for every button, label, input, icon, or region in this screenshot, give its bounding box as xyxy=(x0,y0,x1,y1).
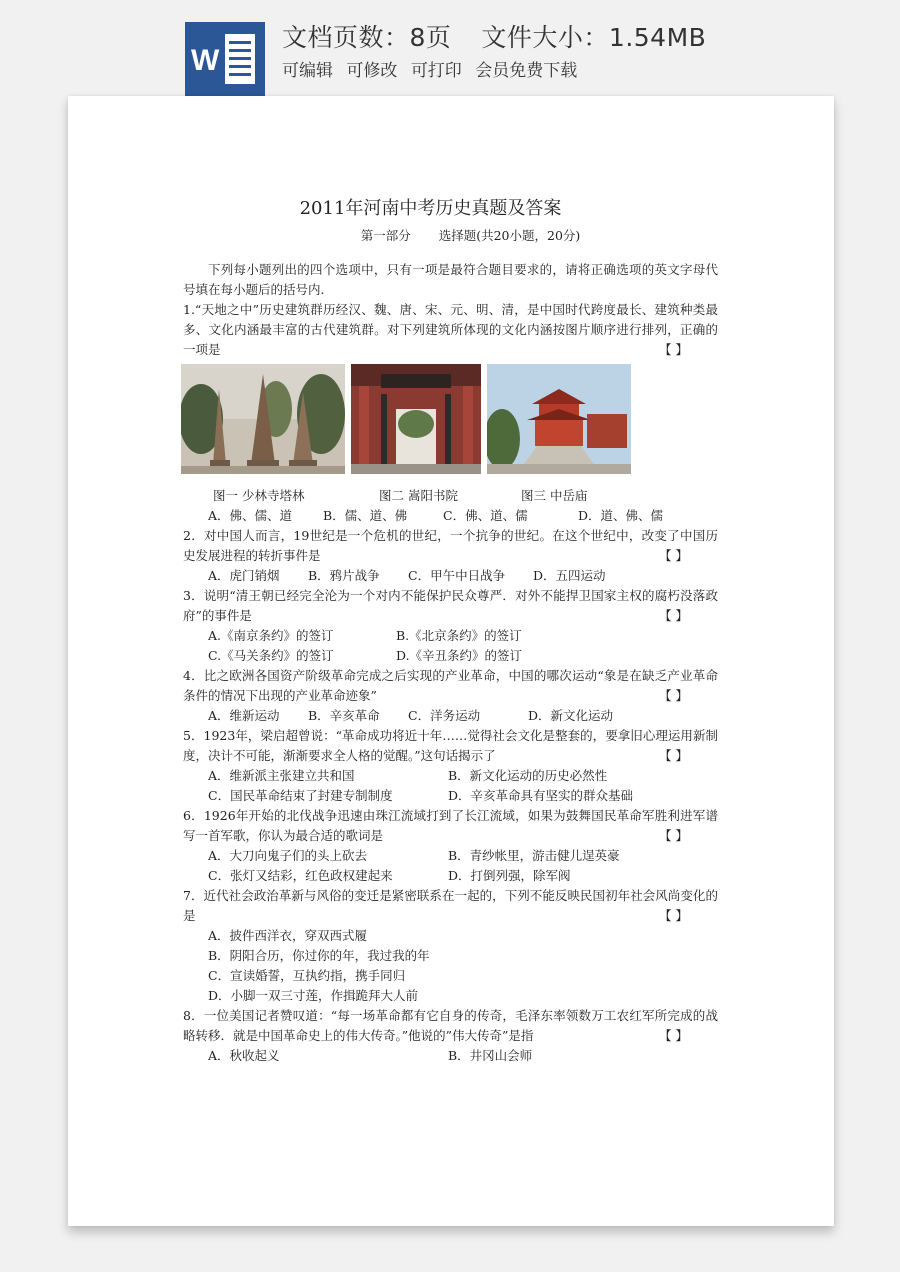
feature-editable: 可编辑 xyxy=(282,61,333,81)
q2-options xyxy=(183,566,718,586)
file-size: 文件大小：1.54MB xyxy=(481,23,707,52)
doc-meta xyxy=(282,18,706,54)
option-d: D．辛亥革命具有坚实的群众基础 xyxy=(448,788,634,803)
feature-printable: 可打印 xyxy=(410,61,462,81)
option-a: A.《南京条约》的签订 xyxy=(208,628,334,643)
q4-options xyxy=(183,706,718,726)
question-6: 6．1926年开始的北伐战争迅速由珠江流域打到了长江流域，如果为鼓舞国民革命军胜利进军谱写一首军歌，你认为最合适的歌词是 【 】 xyxy=(183,806,718,846)
question-8: 8．一位美国记者赞叹道：“每一场革命都有它自身的传奇，毛泽东率领数万工农红军所完成的战略转移．就是中国革命史上的伟大传奇。”他说的”伟大传奇”是指 【 】 xyxy=(183,1006,718,1046)
answer-bracket: 【 】 xyxy=(659,688,688,703)
option-b: B．新文化运动的历史必然性 xyxy=(448,768,608,783)
option-d: D.《辛丑条约》的签订 xyxy=(396,648,523,663)
page-count: 文档页数：8页 xyxy=(282,23,452,52)
caption-1: 图一 少林寺塔林 xyxy=(213,488,305,503)
feature-free-download: 会员免费下载 xyxy=(475,61,578,81)
download-banner xyxy=(0,0,900,100)
shaolin-pagoda-photo xyxy=(181,364,345,474)
answer-bracket: 【 】 xyxy=(659,608,688,623)
q5-options-row1 xyxy=(183,766,718,786)
option-c: C.《马关条约》的签订 xyxy=(208,648,334,663)
document-page xyxy=(68,96,834,1226)
option-a: A．披件西洋衣，穿双西式履 xyxy=(208,928,368,943)
option-a: A．秋收起义 xyxy=(208,1048,280,1063)
instruction-text: 下列每小题列出的四个选项中，只有一项是最符合题目要求的，请将正确选项的英文字母代号填在每小题后的括号内. xyxy=(183,262,718,297)
caption-2: 图二 嵩阳书院 xyxy=(379,488,458,503)
q5-options-row2 xyxy=(183,786,718,806)
answer-bracket: 【 】 xyxy=(659,548,688,563)
photo-captions xyxy=(183,486,718,506)
answer-bracket: 【 】 xyxy=(659,748,688,763)
feature-list xyxy=(282,56,577,81)
q8-options xyxy=(183,1046,718,1066)
option-b: B．辛亥革命 xyxy=(308,708,380,723)
option-b: B．鸦片战争 xyxy=(308,568,380,583)
option-d: D．道、佛、儒 xyxy=(578,508,664,523)
word-document-icon xyxy=(185,22,265,96)
option-d: D．打倒列强，除军阀 xyxy=(448,868,571,883)
question-5: 5．1923年，梁启超曾说：“革命成功将近十年……觉得社会文化是整套的，要拿旧心理运用新制度，决计不可能，渐渐要求全人格的觉醒。”这句话揭示了 【 】 xyxy=(183,726,718,766)
svg-text:W: W xyxy=(191,44,220,77)
option-c: C．宣读婚誓，互执约指，携手同归 xyxy=(208,968,406,983)
option-c: C．张灯又结彩，红色政权建起来 xyxy=(208,868,393,883)
section-heading: 第一部分 选择题(共20小题，20分) xyxy=(360,228,581,243)
q3-options-row1 xyxy=(183,626,718,646)
document-title: 2011年河南中考历史真题及答案 xyxy=(299,198,562,219)
option-a: A．维新运动 xyxy=(208,708,280,723)
option-d: D．五四运动 xyxy=(533,568,606,583)
answer-bracket: 【 】 xyxy=(659,1028,688,1043)
option-a: A．虎门销烟 xyxy=(208,568,280,583)
answer-bracket: 【 】 xyxy=(659,342,688,357)
option-a: A．大刀向鬼子们的头上砍去 xyxy=(208,848,368,863)
answer-bracket: 【 】 xyxy=(659,908,688,923)
q6-options-row2 xyxy=(183,866,718,886)
option-d: D．小脚一双三寸莲，作揖跪拜大人前 xyxy=(208,988,419,1003)
zhongyue-temple-photo xyxy=(487,364,631,474)
photo-row xyxy=(183,364,718,480)
question-2: 2．对中国人而言，19世纪是一个危机的世纪，一个抗争的世纪。在这个世纪中，改变了中国历史发展进程的转折事件是 【 】 xyxy=(183,526,718,566)
option-b: B.《北京条约》的签订 xyxy=(396,628,522,643)
q3-options-row2 xyxy=(183,646,718,666)
option-c: C．甲午中日战争 xyxy=(408,568,506,583)
option-d: D．新文化运动 xyxy=(528,708,614,723)
option-c: C．国民革命结束了封建专制制度 xyxy=(208,788,393,803)
question-7: 7．近代社会政治革新与风俗的变迁是紧密联系在一起的，下列不能反映民国初年社会风尚变化的是 【 】 xyxy=(183,886,718,926)
option-a: A．佛、儒、道 xyxy=(208,508,293,523)
option-b: B．井冈山会师 xyxy=(448,1048,533,1063)
option-b: B．儒、道、佛 xyxy=(323,508,408,523)
caption-3: 图三 中岳庙 xyxy=(521,488,588,503)
feature-modifiable: 可修改 xyxy=(346,61,398,81)
option-b: B．青纱帐里，游击健儿逞英豪 xyxy=(448,848,620,863)
q1-options xyxy=(183,506,718,526)
option-a: A．维新派主张建立共和国 xyxy=(208,768,355,783)
option-c: C．佛、道、儒 xyxy=(443,508,528,523)
q6-options-row1 xyxy=(183,846,718,866)
option-c: C．洋务运动 xyxy=(408,708,481,723)
question-3: 3．说明“清王朝已经完全沦为一个对内不能保护民众尊严．对外不能捍卫国家主权的腐朽没落政府”的事件是 【 】 xyxy=(183,586,718,626)
page-content xyxy=(183,196,718,1066)
songyang-academy-photo xyxy=(351,364,481,474)
answer-bracket: 【 】 xyxy=(659,828,688,843)
question-1: 1.“天地之中”历史建筑群历经汉、魏、唐、宋、元、明、清，是中国时代跨度最长、建筑种类最多、文化内涵最丰富的古代建筑群。对下列建筑所体现的文化内涵按图片顺序进行排列，正确的一项是 【 】 xyxy=(183,300,718,360)
option-b: B．阴阳合历，你过你的年，我过我的年 xyxy=(208,948,430,963)
question-4: 4．比之欧洲各国资产阶级革命完成之后实现的产业革命，中国的哪次运动“象是在缺乏产业革命条件的情况下出现的产业革命迹象” 【 】 xyxy=(183,666,718,706)
